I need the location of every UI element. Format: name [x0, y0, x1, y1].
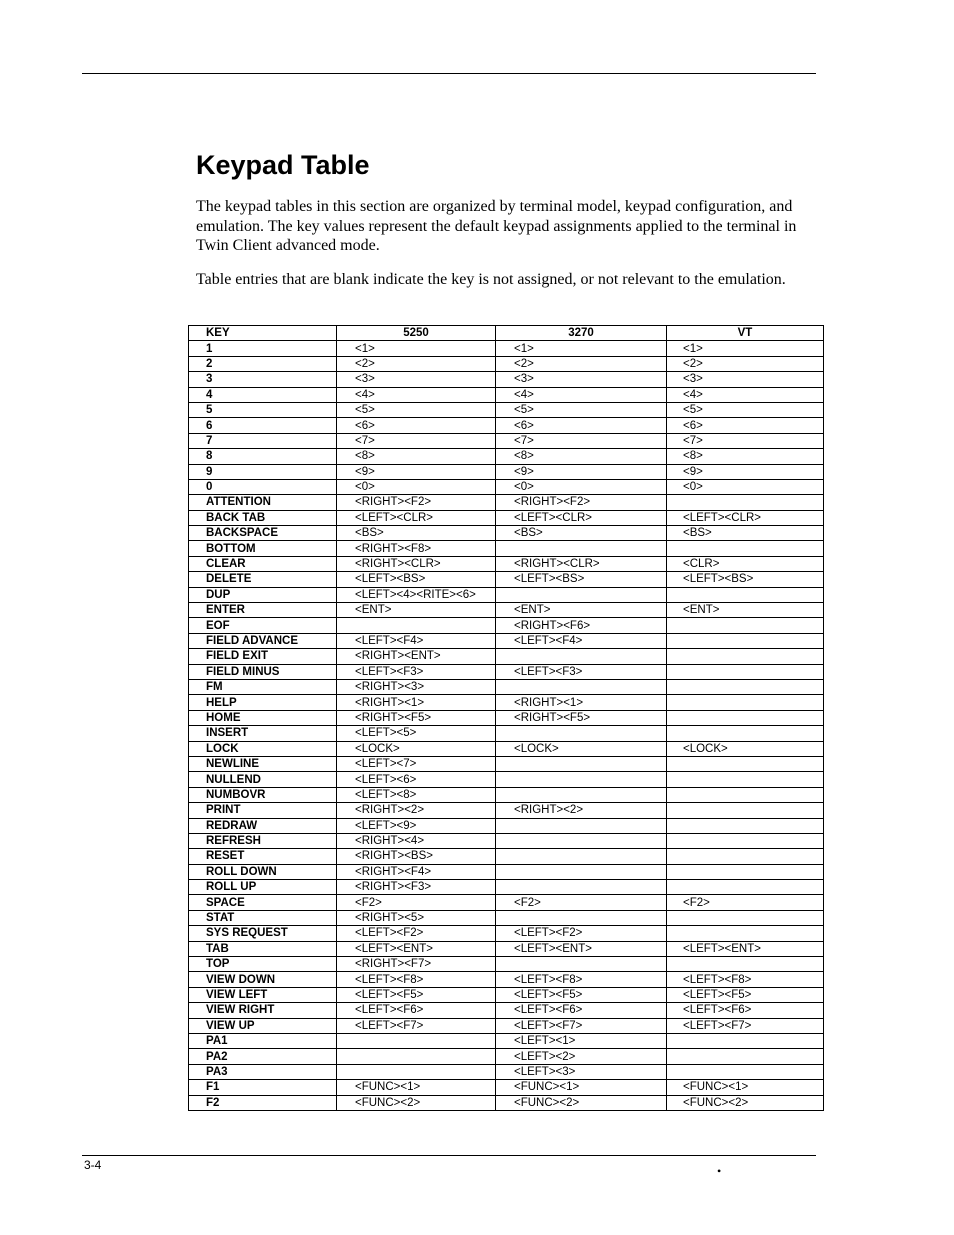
- table-row: [189, 633, 824, 648]
- table-row: [189, 803, 824, 818]
- cell-3270: [496, 679, 667, 694]
- cell-vt: [667, 926, 824, 941]
- table-row: [189, 1080, 824, 1095]
- table-row: [189, 695, 824, 710]
- cell-vt: [667, 1064, 824, 1079]
- cell-key: BACKSPACE: [189, 526, 337, 541]
- cell-5250: <LEFT><F2>: [337, 926, 496, 941]
- cell-key: NEWLINE: [189, 756, 337, 771]
- cell-vt: [667, 756, 824, 771]
- cell-vt: [667, 849, 824, 864]
- keypad-table-body: [189, 341, 824, 1111]
- cell-key: 8: [189, 449, 337, 464]
- column-header-vt: VT: [667, 326, 824, 341]
- cell-3270: <LEFT><ENT>: [496, 941, 667, 956]
- cell-3270: [496, 726, 667, 741]
- cell-5250: <LEFT><ENT>: [337, 941, 496, 956]
- cell-5250: <RIGHT><2>: [337, 803, 496, 818]
- cell-vt: <ENT>: [667, 603, 824, 618]
- cell-vt: <LEFT><CLR>: [667, 510, 824, 525]
- cell-vt: [667, 864, 824, 879]
- table-row: [189, 1049, 824, 1064]
- cell-5250: <LEFT><5>: [337, 726, 496, 741]
- table-row: [189, 387, 824, 402]
- cell-vt: <LOCK>: [667, 741, 824, 756]
- table-row: [189, 510, 824, 525]
- cell-key: CLEAR: [189, 556, 337, 571]
- cell-key: 3: [189, 372, 337, 387]
- table-row: [189, 664, 824, 679]
- table-row: [189, 649, 824, 664]
- cell-vt: <F2>: [667, 895, 824, 910]
- cell-5250: <1>: [337, 341, 496, 356]
- cell-key: STAT: [189, 910, 337, 925]
- cell-5250: <4>: [337, 387, 496, 402]
- cell-vt: [667, 695, 824, 710]
- cell-vt: [667, 772, 824, 787]
- table-row: [189, 818, 824, 833]
- cell-3270: <LEFT><3>: [496, 1064, 667, 1079]
- cell-key: PRINT: [189, 803, 337, 818]
- cell-5250: <RIGHT><BS>: [337, 849, 496, 864]
- cell-5250: [337, 1049, 496, 1064]
- cell-vt: <CLR>: [667, 556, 824, 571]
- cell-5250: <LEFT><6>: [337, 772, 496, 787]
- cell-vt: <6>: [667, 418, 824, 433]
- cell-5250: <2>: [337, 356, 496, 371]
- cell-3270: [496, 649, 667, 664]
- cell-3270: [496, 957, 667, 972]
- cell-5250: <8>: [337, 449, 496, 464]
- cell-3270: <RIGHT><F2>: [496, 495, 667, 510]
- cell-5250: [337, 1033, 496, 1048]
- cell-vt: [667, 495, 824, 510]
- cell-key: SPACE: [189, 895, 337, 910]
- cell-3270: [496, 787, 667, 802]
- cell-3270: [496, 833, 667, 848]
- table-row: [189, 587, 824, 602]
- cell-3270: <ENT>: [496, 603, 667, 618]
- cell-key: F1: [189, 1080, 337, 1095]
- cell-key: ENTER: [189, 603, 337, 618]
- cell-5250: <LEFT><4><RITE><6>: [337, 587, 496, 602]
- table-row: [189, 833, 824, 848]
- cell-5250: <LEFT><F4>: [337, 633, 496, 648]
- cell-5250: <RIGHT><ENT>: [337, 649, 496, 664]
- cell-vt: <LEFT><F8>: [667, 972, 824, 987]
- cell-vt: <7>: [667, 433, 824, 448]
- cell-vt: [667, 1033, 824, 1048]
- cell-vt: <5>: [667, 402, 824, 417]
- cell-3270: <F2>: [496, 895, 667, 910]
- cell-3270: <4>: [496, 387, 667, 402]
- cell-key: FM: [189, 679, 337, 694]
- cell-5250: <3>: [337, 372, 496, 387]
- table-header-row: [189, 326, 824, 341]
- table-row: [189, 526, 824, 541]
- cell-key: BOTTOM: [189, 541, 337, 556]
- cell-key: PA2: [189, 1049, 337, 1064]
- cell-5250: <RIGHT><F8>: [337, 541, 496, 556]
- cell-3270: <6>: [496, 418, 667, 433]
- cell-key: TOP: [189, 957, 337, 972]
- page-number: 3-4: [84, 1158, 102, 1172]
- table-row: [189, 972, 824, 987]
- cell-key: F2: [189, 1095, 337, 1110]
- table-row: [189, 1003, 824, 1018]
- cell-key: PA1: [189, 1033, 337, 1048]
- cell-5250: <RIGHT><F7>: [337, 957, 496, 972]
- cell-3270: <RIGHT><F6>: [496, 618, 667, 633]
- cell-key: EOF: [189, 618, 337, 633]
- cell-key: 7: [189, 433, 337, 448]
- cell-key: 2: [189, 356, 337, 371]
- cell-3270: [496, 818, 667, 833]
- cell-vt: [667, 649, 824, 664]
- column-header-key: KEY: [189, 326, 337, 341]
- cell-key: DELETE: [189, 572, 337, 587]
- table-row: [189, 1033, 824, 1048]
- table-row: [189, 726, 824, 741]
- cell-vt: <8>: [667, 449, 824, 464]
- cell-5250: <LEFT><8>: [337, 787, 496, 802]
- table-row: [189, 556, 824, 571]
- cell-key: FIELD ADVANCE: [189, 633, 337, 648]
- cell-vt: <4>: [667, 387, 824, 402]
- cell-vt: [667, 803, 824, 818]
- column-header-5250: 5250: [337, 326, 496, 341]
- cell-5250: <LEFT><7>: [337, 756, 496, 771]
- cell-3270: [496, 864, 667, 879]
- footer-rule: [82, 1155, 816, 1156]
- cell-key: BACK TAB: [189, 510, 337, 525]
- cell-key: VIEW RIGHT: [189, 1003, 337, 1018]
- cell-3270: [496, 910, 667, 925]
- cell-5250: [337, 618, 496, 633]
- cell-5250: <7>: [337, 433, 496, 448]
- cell-3270: <LEFT><CLR>: [496, 510, 667, 525]
- cell-key: 0: [189, 479, 337, 494]
- table-row: [189, 772, 824, 787]
- cell-3270: <LEFT><F3>: [496, 664, 667, 679]
- cell-5250: <LEFT><BS>: [337, 572, 496, 587]
- footer-bullet: •: [717, 1164, 722, 1178]
- cell-5250: <FUNC><1>: [337, 1080, 496, 1095]
- table-row: [189, 710, 824, 725]
- cell-5250: <LEFT><F3>: [337, 664, 496, 679]
- cell-vt: [667, 618, 824, 633]
- cell-3270: <2>: [496, 356, 667, 371]
- table-row: [189, 356, 824, 371]
- table-row: [189, 941, 824, 956]
- cell-3270: <8>: [496, 449, 667, 464]
- table-row: [189, 880, 824, 895]
- cell-key: NULLEND: [189, 772, 337, 787]
- cell-vt: [667, 587, 824, 602]
- cell-key: INSERT: [189, 726, 337, 741]
- cell-5250: <RIGHT><1>: [337, 695, 496, 710]
- cell-key: HOME: [189, 710, 337, 725]
- table-row: [189, 495, 824, 510]
- cell-vt: <9>: [667, 464, 824, 479]
- table-row: [189, 1095, 824, 1110]
- cell-vt: [667, 664, 824, 679]
- cell-3270: [496, 756, 667, 771]
- cell-5250: <F2>: [337, 895, 496, 910]
- cell-vt: [667, 818, 824, 833]
- cell-3270: <1>: [496, 341, 667, 356]
- table-row: [189, 849, 824, 864]
- cell-5250: <LEFT><9>: [337, 818, 496, 833]
- column-header-3270: 3270: [496, 326, 667, 341]
- table-row: [189, 372, 824, 387]
- cell-key: 9: [189, 464, 337, 479]
- cell-key: 4: [189, 387, 337, 402]
- cell-3270: <RIGHT><2>: [496, 803, 667, 818]
- cell-3270: <BS>: [496, 526, 667, 541]
- cell-vt: [667, 957, 824, 972]
- cell-key: 5: [189, 402, 337, 417]
- table-row: [189, 1018, 824, 1033]
- cell-vt: [667, 633, 824, 648]
- cell-5250: <RIGHT><CLR>: [337, 556, 496, 571]
- cell-key: VIEW LEFT: [189, 987, 337, 1002]
- cell-key: FIELD MINUS: [189, 664, 337, 679]
- cell-3270: <RIGHT><F5>: [496, 710, 667, 725]
- cell-5250: <5>: [337, 402, 496, 417]
- table-row: [189, 572, 824, 587]
- table-row: [189, 402, 824, 417]
- cell-3270: <LEFT><F7>: [496, 1018, 667, 1033]
- cell-vt: [667, 679, 824, 694]
- table-row: [189, 756, 824, 771]
- cell-key: DUP: [189, 587, 337, 602]
- cell-vt: <FUNC><1>: [667, 1080, 824, 1095]
- table-row: [189, 541, 824, 556]
- cell-3270: [496, 772, 667, 787]
- cell-key: TAB: [189, 941, 337, 956]
- cell-vt: [667, 787, 824, 802]
- table-row: [189, 479, 824, 494]
- cell-key: ROLL UP: [189, 880, 337, 895]
- cell-3270: <RIGHT><1>: [496, 695, 667, 710]
- cell-3270: <RIGHT><CLR>: [496, 556, 667, 571]
- table-row: [189, 987, 824, 1002]
- cell-5250: <RIGHT><F4>: [337, 864, 496, 879]
- cell-3270: <5>: [496, 402, 667, 417]
- cell-5250: <LEFT><F6>: [337, 1003, 496, 1018]
- header-rule: [82, 73, 816, 74]
- cell-key: ATTENTION: [189, 495, 337, 510]
- cell-vt: <FUNC><2>: [667, 1095, 824, 1110]
- table-row: [189, 618, 824, 633]
- cell-vt: <LEFT><F6>: [667, 1003, 824, 1018]
- cell-3270: <LEFT><F4>: [496, 633, 667, 648]
- cell-vt: <0>: [667, 479, 824, 494]
- cell-5250: [337, 1064, 496, 1079]
- cell-3270: <LEFT><BS>: [496, 572, 667, 587]
- cell-vt: <3>: [667, 372, 824, 387]
- cell-5250: <6>: [337, 418, 496, 433]
- cell-vt: <BS>: [667, 526, 824, 541]
- cell-key: PA3: [189, 1064, 337, 1079]
- page-title: Keypad Table: [196, 150, 370, 180]
- cell-vt: <1>: [667, 341, 824, 356]
- cell-3270: <LEFT><1>: [496, 1033, 667, 1048]
- cell-vt: [667, 880, 824, 895]
- cell-5250: <0>: [337, 479, 496, 494]
- cell-3270: <LEFT><2>: [496, 1049, 667, 1064]
- cell-vt: <LEFT><F7>: [667, 1018, 824, 1033]
- cell-key: RESET: [189, 849, 337, 864]
- cell-vt: [667, 833, 824, 848]
- cell-vt: [667, 541, 824, 556]
- cell-5250: <RIGHT><3>: [337, 679, 496, 694]
- cell-5250: <LEFT><F7>: [337, 1018, 496, 1033]
- table-row: [189, 910, 824, 925]
- cell-key: REDRAW: [189, 818, 337, 833]
- cell-5250: <RIGHT><F5>: [337, 710, 496, 725]
- table-row: [189, 1064, 824, 1079]
- cell-3270: <LOCK>: [496, 741, 667, 756]
- cell-key: REFRESH: [189, 833, 337, 848]
- cell-5250: <LEFT><F8>: [337, 972, 496, 987]
- cell-5250: <BS>: [337, 526, 496, 541]
- cell-key: VIEW UP: [189, 1018, 337, 1033]
- cell-5250: <LEFT><CLR>: [337, 510, 496, 525]
- cell-3270: <LEFT><F8>: [496, 972, 667, 987]
- cell-3270: <3>: [496, 372, 667, 387]
- cell-3270: <9>: [496, 464, 667, 479]
- cell-3270: [496, 880, 667, 895]
- cell-5250: <FUNC><2>: [337, 1095, 496, 1110]
- cell-5250: <RIGHT><F3>: [337, 880, 496, 895]
- cell-3270: <LEFT><F5>: [496, 987, 667, 1002]
- cell-key: VIEW DOWN: [189, 972, 337, 987]
- cell-3270: <0>: [496, 479, 667, 494]
- cell-5250: <RIGHT><5>: [337, 910, 496, 925]
- table-row: [189, 926, 824, 941]
- cell-vt: <LEFT><BS>: [667, 572, 824, 587]
- cell-3270: [496, 541, 667, 556]
- cell-5250: <LOCK>: [337, 741, 496, 756]
- cell-vt: [667, 726, 824, 741]
- table-row: [189, 864, 824, 879]
- cell-3270: <LEFT><F6>: [496, 1003, 667, 1018]
- table-row: [189, 449, 824, 464]
- cell-vt: [667, 710, 824, 725]
- table-row: [189, 433, 824, 448]
- table-row: [189, 418, 824, 433]
- intro-paragraph: The keypad tables in this section are organized by terminal model, keypad configuration, and emulation. The key values represent the default keypad assignments applied to the terminal in Twin Client advanced mode.: [196, 198, 797, 254]
- cell-5250: <LEFT><F5>: [337, 987, 496, 1002]
- table-row: [189, 741, 824, 756]
- table-row: [189, 603, 824, 618]
- table-row: [189, 895, 824, 910]
- cell-vt: <LEFT><F5>: [667, 987, 824, 1002]
- cell-key: 1: [189, 341, 337, 356]
- table-row: [189, 341, 824, 356]
- cell-vt: [667, 1049, 824, 1064]
- blank-entries-note: Table entries that are blank indicate the key is not assigned, or not relevant to the emulation.: [196, 271, 786, 288]
- keypad-table: [188, 325, 824, 1111]
- cell-key: SYS REQUEST: [189, 926, 337, 941]
- cell-key: HELP: [189, 695, 337, 710]
- cell-3270: [496, 587, 667, 602]
- table-row: [189, 679, 824, 694]
- cell-vt: <LEFT><ENT>: [667, 941, 824, 956]
- cell-3270: <FUNC><1>: [496, 1080, 667, 1095]
- cell-3270: [496, 849, 667, 864]
- cell-vt: [667, 910, 824, 925]
- cell-key: ROLL DOWN: [189, 864, 337, 879]
- cell-3270: <LEFT><F2>: [496, 926, 667, 941]
- cell-key: 6: [189, 418, 337, 433]
- cell-3270: <FUNC><2>: [496, 1095, 667, 1110]
- cell-key: LOCK: [189, 741, 337, 756]
- table-row: [189, 464, 824, 479]
- cell-5250: <9>: [337, 464, 496, 479]
- cell-key: FIELD EXIT: [189, 649, 337, 664]
- cell-5250: <ENT>: [337, 603, 496, 618]
- table-row: [189, 957, 824, 972]
- cell-5250: <RIGHT><4>: [337, 833, 496, 848]
- cell-3270: <7>: [496, 433, 667, 448]
- table-row: [189, 787, 824, 802]
- cell-5250: <RIGHT><F2>: [337, 495, 496, 510]
- cell-vt: <2>: [667, 356, 824, 371]
- cell-key: NUMBOVR: [189, 787, 337, 802]
